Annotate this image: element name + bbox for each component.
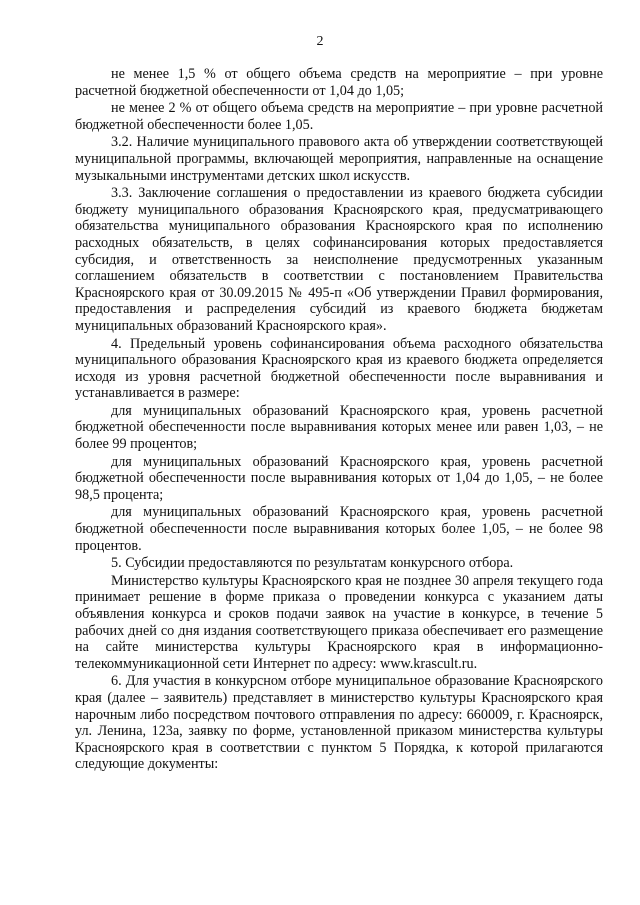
paragraph-3-2: 3.2. Наличие муниципального правового акта об утверждении соответствующей муниципальной программы, включающей мероприятия, направленные на оснащение музыкальными инструментами детских школ искусств. [75,134,603,184]
paragraph-4: 4. Предельный уровень софинансирования объема расходного обязательства муниципального образования Красноярского края из краевого бюджета определяется исходя из уровня расчетной бюджетной обеспеченности после выравнивания и устанавливается в размере: [75,335,603,402]
paragraph-4-level-3: для муниципальных образований Красноярского края, уровень расчетной бюджетной обеспеченности после выравнивания которых более 1,05, – не более 98 процентов. [75,504,603,554]
paragraph-4-level-2: для муниципальных образований Красноярского края, уровень расчетной бюджетной обеспеченности после выравнивания которых от 1,04 до 1,05, – не более 98,5 процента; [75,453,603,503]
paragraph-4-level-1: для муниципальных образований Красноярского края, уровень расчетной бюджетной обеспеченности после выравнивания которых менее или равен 1,03, – не более 99 процентов; [75,402,603,453]
document-body [75,66,603,774]
paragraph-3-3: 3.3. Заключение соглашения о предоставлении из краевого бюджета субсидии бюджету муниципального образования Красноярского края, предусматривающего обязательства муниципального образования Красноярского края по исполнению расходных обязательств, в целях софинансирования которых предоставляется субсидия, и ответственность за неисполнение предусмотренных указанным соглашением обязательств в соответствии с постановлением Правительства Красноярского края от 30.09.2015 № 495-п «Об утверждении Правил формирования, предоставления и распределения субсидий из краевого бюджета бюджетам муниципальных образований Красноярского края». [75,185,603,334]
paragraph-5: 5. Субсидии предоставляются по результатам конкурсного отбора. [111,555,514,572]
paragraph-threshold-1-05: не менее 2 % от общего объема средств на мероприятие – при уровне расчетной бюджетной обеспеченности более 1,05. [75,100,603,133]
paragraph-threshold-1-04: не менее 1,5 % от общего объема средств на мероприятие – при уровне расчетной бюджетной обеспеченности от 1,04 до 1,05; [75,66,603,99]
paragraph-6: 6. Для участия в конкурсном отборе муниципальное образование Красноярского края (далее – заявитель) представляет в министерство культуры Красноярского края нарочным либо посредством почтового отправления по адресу: 660009, г. Красноярск, ул. Ленина, 123а, заявку по форме, установленной приказом министерства культуры Красноярского края в соответствии с пунктом 5 Порядка, к которой прилагаются следующие документы: [75,673,603,773]
page-number: 2 [316,34,324,49]
paragraph-ministry-decision: Министерство культуры Красноярского края не позднее 30 апреля текущего года принимает решение в форме приказа о проведении конкурса с указанием даты объявления конкурса и сроков подачи заявок на участие в конкурсе, в течение 5 рабочих дней со дня издания соответствующего приказа обеспечивает его размещение на сайте министерства культуры Красноярского края в информационно-телекоммуникационной сети Интернет по адресу: www.krascult.ru. [75,572,603,672]
